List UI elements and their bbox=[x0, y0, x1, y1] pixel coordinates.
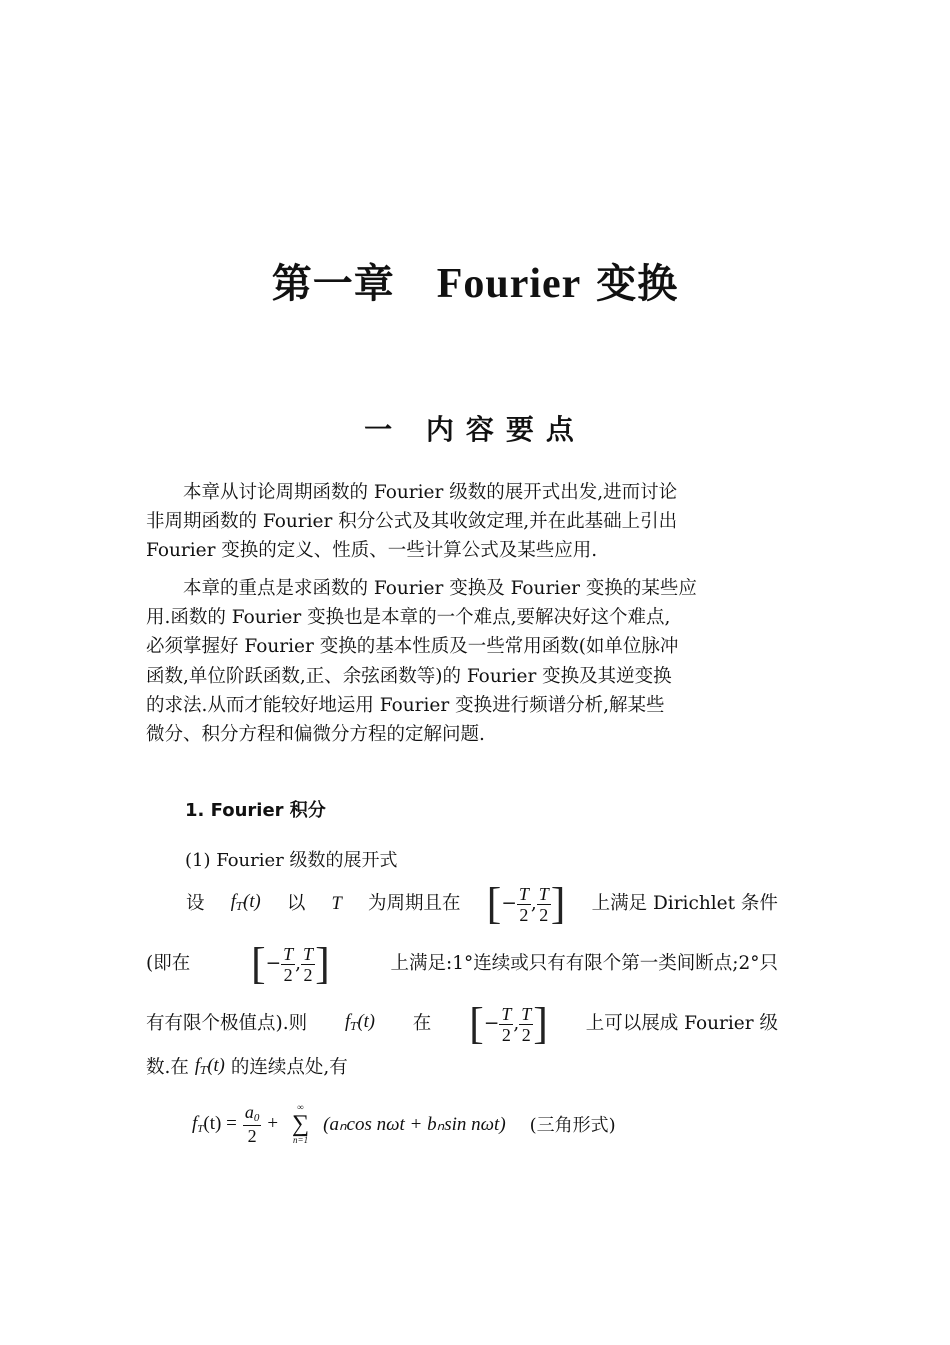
period-symbol: T bbox=[331, 894, 342, 914]
fraction-denominator: 2 bbox=[303, 964, 313, 985]
fraction bbox=[537, 885, 551, 924]
a0-subscript: 0 bbox=[253, 1112, 260, 1124]
text-segment: (即在 bbox=[146, 953, 191, 974]
minus-sign: − bbox=[265, 953, 282, 974]
fraction-denominator: 2 bbox=[519, 904, 529, 925]
fraction-numerator: T bbox=[518, 883, 529, 904]
function-argument: (t) bbox=[357, 1011, 375, 1032]
paragraph-line: 非周期函数的 Fourier 积分公式及其收敛定理,并在此基础上引出 bbox=[146, 511, 678, 533]
section-title: 一 内容要点 bbox=[364, 413, 586, 446]
function-argument: (t) bbox=[207, 1055, 225, 1076]
text-segment: 有有限个极值点).则 bbox=[146, 1013, 308, 1034]
fourier-series-formula bbox=[192, 1098, 616, 1150]
paragraph-1 bbox=[146, 478, 776, 566]
a0-symbol: a bbox=[244, 1102, 254, 1122]
function-subscript: T bbox=[350, 1019, 358, 1033]
chapter-topic-cn: 变换 bbox=[596, 260, 679, 307]
comma: , bbox=[295, 953, 302, 974]
fraction-denominator: 2 bbox=[521, 1024, 531, 1045]
fraction bbox=[301, 945, 315, 984]
summation bbox=[292, 1103, 309, 1145]
math-line-4 bbox=[146, 1048, 778, 1088]
math-line-1 bbox=[146, 879, 778, 928]
item-heading: (1) Fourier 级数的展开式 bbox=[185, 850, 398, 871]
fraction bbox=[499, 1005, 513, 1044]
chapter-title bbox=[0, 252, 950, 309]
text-segment: 的连续点处,有 bbox=[230, 1057, 348, 1078]
fraction bbox=[517, 885, 531, 924]
math-line-3 bbox=[146, 999, 778, 1048]
interval: [− $\frac{T}{2}$ , $\frac{T}{2}$ ] bbox=[469, 999, 548, 1048]
text-segment: 上满足 Dirichlet 条件 bbox=[591, 893, 778, 914]
interval: [− $\frac{T}{2}$ , $\frac{T}{2}$ ] bbox=[486, 879, 566, 928]
fraction-numerator: T bbox=[538, 883, 549, 904]
paragraph-2 bbox=[146, 574, 776, 749]
comma: , bbox=[530, 893, 537, 914]
text-segment: 上可以展成 Fourier 级 bbox=[585, 1013, 778, 1034]
function-symbol: f bbox=[194, 1055, 201, 1076]
formula-tag: (三角形式) bbox=[529, 1115, 616, 1136]
paragraph-line: 必须掌握好 Fourier 变换的基本性质及一些常用函数(如单位脉冲 bbox=[146, 636, 679, 658]
text-segment: 在 bbox=[412, 1013, 432, 1034]
subsection-heading bbox=[185, 796, 326, 822]
sum-upper-limit: ∞ bbox=[297, 1102, 304, 1112]
fraction-numerator: T bbox=[303, 943, 314, 964]
interval: [− $\frac{T}{2}$ , $\frac{T}{2}$ ] bbox=[250, 939, 330, 988]
paragraph-line: Fourier 变换的定义、性质、一些计算公式及某些应用. bbox=[146, 540, 598, 562]
text-segment: 以 bbox=[286, 893, 306, 914]
function-argument: (t) bbox=[243, 891, 261, 912]
text-segment: 数.在 bbox=[146, 1057, 189, 1078]
text-segment: 为周期且在 bbox=[367, 893, 461, 914]
function-symbol: f bbox=[344, 1011, 351, 1032]
sum-symbol: ∑ bbox=[292, 1111, 310, 1137]
paragraph-line: 本章的重点是求函数的 Fourier 变换及 Fourier 变换的某些应 bbox=[183, 578, 697, 599]
plus-sign: + bbox=[267, 1113, 279, 1134]
paragraph-line: 本章从讨论周期函数的 Fourier 级数的展开式出发,进而讨论 bbox=[183, 482, 678, 503]
fraction-numerator: T bbox=[521, 1003, 532, 1024]
function-symbol: f bbox=[230, 891, 236, 912]
subsection-number: 1. bbox=[185, 800, 205, 821]
function-subscript: T bbox=[235, 899, 244, 913]
function-subscript: T bbox=[200, 1063, 208, 1077]
paragraph-line: 用.函数的 Fourier 变换也是本章的一个难点,要解决好这个难点, bbox=[146, 607, 671, 629]
fraction-denominator: 2 bbox=[283, 964, 293, 985]
minus-sign: − bbox=[483, 1013, 500, 1034]
sum-lower-limit: n=1 bbox=[293, 1135, 309, 1145]
fraction bbox=[519, 1005, 533, 1044]
fraction bbox=[281, 945, 295, 984]
fraction-numerator: T bbox=[283, 943, 294, 964]
chapter-label: 第一章 bbox=[271, 260, 395, 307]
fraction-denominator: 2 bbox=[539, 904, 549, 925]
formula-lhs: f bbox=[192, 1113, 198, 1134]
fraction-numerator: T bbox=[501, 1003, 512, 1024]
paragraph-line: 微分、积分方程和偏微分方程的定解问题. bbox=[146, 724, 485, 746]
formula-lhs-arg: (t) = bbox=[203, 1113, 237, 1134]
chapter-topic-en: Fourier bbox=[436, 261, 582, 307]
fraction-denominator: 2 bbox=[501, 1024, 511, 1045]
formula-lhs-subscript: T bbox=[197, 1123, 204, 1135]
subsection-title: Fourier 积分 bbox=[210, 800, 326, 821]
a0-fraction bbox=[243, 1103, 262, 1145]
minus-sign: − bbox=[501, 893, 517, 914]
fraction-denominator: 2 bbox=[247, 1126, 257, 1146]
math-line-2 bbox=[146, 939, 778, 988]
paragraph-line: 函数,单位阶跃函数,正、余弦函数等)的 Fourier 变换及其逆变换 bbox=[146, 665, 672, 687]
paragraph-line: 的求法.从而才能较好地运用 Fourier 变换进行频谱分析,解某些 bbox=[146, 694, 665, 716]
comma: , bbox=[513, 1013, 520, 1034]
text-segment: 上满足:1°连续或只有有限个第一类间断点;2°只 bbox=[390, 953, 778, 974]
formula-body: (aₙcos nωt + bₙsin nωt) bbox=[323, 1113, 506, 1135]
text-segment: 设 bbox=[186, 893, 205, 914]
